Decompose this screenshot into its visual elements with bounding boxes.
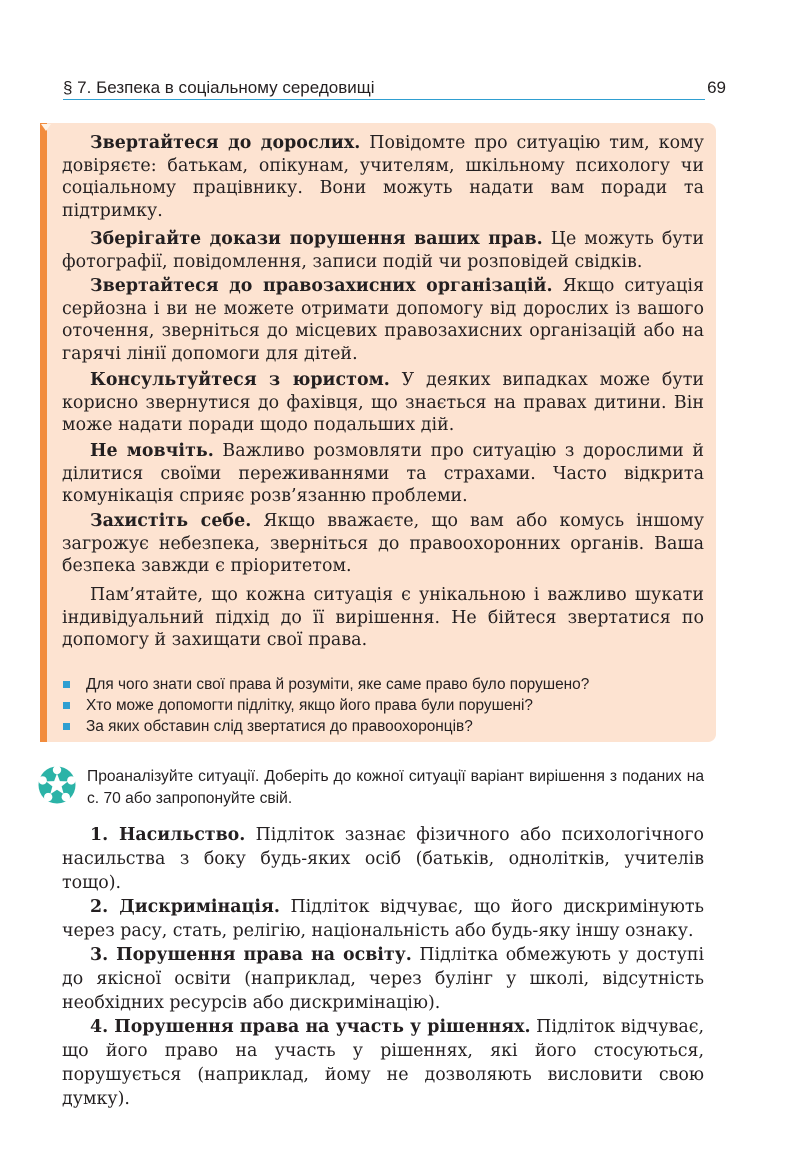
case-paragraph xyxy=(62,1015,704,1111)
case-text: Підліток відчуває, що його право на участь у рішеннях, які його стосуються, порушується (наприклад, йому не дозволяють висловити свою думку). xyxy=(62,1017,704,1109)
case-paragraph xyxy=(62,823,704,895)
case-paragraph xyxy=(62,895,704,943)
star-task-icon xyxy=(37,765,77,805)
question-text: За яких обставин слід звертатися до правоохоронців? xyxy=(86,718,473,735)
advice-text: Повідомте про ситуацію тим, кому довіряєте: батькам, опікунам, учителям, шкільному психологу чи соціальному працівнику. Вони можуть надати вам поради та підтримку. xyxy=(62,133,704,221)
advice-text: Якщо вважаєте, що вам або комусь іншому загрожує небезпека, зверніться до правоохоронних органів. Ваша безпека завжди є пріоритетом. xyxy=(62,511,705,577)
case-text: Підлітка обмежують у доступі до якісної освіти (наприклад, через булінг у школі, відсутність необхідних ресурсів або дискримінацію). xyxy=(62,945,705,1013)
list-item xyxy=(62,716,702,737)
advice-paragraph xyxy=(62,440,704,508)
advice-text: Важливо розмовляти про ситуацію з дорослими й ділитися своїми переживаннями та страхами. Часто відкрита комунікація сприяє розв’язанню проблеми. xyxy=(62,441,704,507)
advice-heading: Не мовчіть. xyxy=(90,441,214,461)
advice-paragraph xyxy=(62,369,704,437)
square-bullet-icon xyxy=(63,681,70,688)
list-item xyxy=(62,674,702,695)
closing-paragraph: Пам’ятайте, що кожна ситуація є унікальною і важливо шукати індивідуальний підхід до її вирішення. Не бійтеся звертатися по допомогу й захищати свої права. xyxy=(62,585,704,651)
page-number: 69 xyxy=(707,78,726,97)
advice-text: Якщо ситуація серйозна і ви не можете отримати допомогу від дорослих із вашого оточення, зверніться до місцевих правозахисних організацій або на гарячі лінії допомоги для дітей. xyxy=(62,276,705,364)
advice-heading: Захистіть себе. xyxy=(90,511,252,531)
advice-heading: Консультуйтеся з юристом. xyxy=(90,370,390,390)
advice-heading: Звертайтеся до дорослих. xyxy=(90,133,361,153)
advice-heading: Зберігайте докази порушення ваших прав. xyxy=(90,229,543,249)
advice-text: Це можуть бути фотографії, повідомлення, записи подій чи розповідей свідків. xyxy=(62,229,704,272)
advice-heading: Звертайтеся до правозахисних організацій. xyxy=(90,276,553,296)
question-text: Для чого знати свої права й розуміти, яке саме право було порушено? xyxy=(86,676,590,693)
header-rule xyxy=(63,99,705,100)
question-text: Хто може допомогти підлітку, якщо його права були порушені? xyxy=(86,697,533,714)
list-item xyxy=(62,695,702,716)
advice-box-stripe xyxy=(40,123,47,742)
advice-text: У деяких випадках може бути корисно звернутися до фахівця, що знається на правах дитини. Він може надати поради щодо подальших дій. xyxy=(62,370,705,436)
case-heading: 3. Порушення права на освіту. xyxy=(90,945,412,965)
square-bullet-icon xyxy=(63,702,70,709)
case-paragraph xyxy=(62,943,704,1015)
advice-paragraph xyxy=(62,275,704,365)
case-heading: 2. Дискримінація. xyxy=(90,897,280,917)
case-heading: 4. Порушення права на участь у рішеннях. xyxy=(90,1017,531,1037)
page-header xyxy=(63,76,726,100)
case-text: Підліток відчуває, що його дискримінують через расу, стать, релігію, національність або будь-яку іншу ознаку. xyxy=(62,897,705,941)
section-title: § 7. Безпека в соціальному середовищі xyxy=(63,78,375,97)
advice-paragraph xyxy=(62,510,704,578)
task-instruction: Проаналізуйте ситуації. Доберіть до кожної ситуації варіант вирішення з поданих на с. 70 або запропонуйте свій. xyxy=(87,768,704,807)
question-list xyxy=(62,674,702,737)
case-text: Підліток зазнає фізичного або психологічного насильства з боку будь-яких осіб (батьків, однолітків, учителів тощо). xyxy=(62,825,704,893)
advice-paragraph xyxy=(62,132,704,222)
square-bullet-icon xyxy=(63,723,70,730)
advice-paragraph xyxy=(62,228,704,273)
corner-marker-icon xyxy=(41,124,51,131)
case-heading: 1. Насильство. xyxy=(90,825,246,845)
